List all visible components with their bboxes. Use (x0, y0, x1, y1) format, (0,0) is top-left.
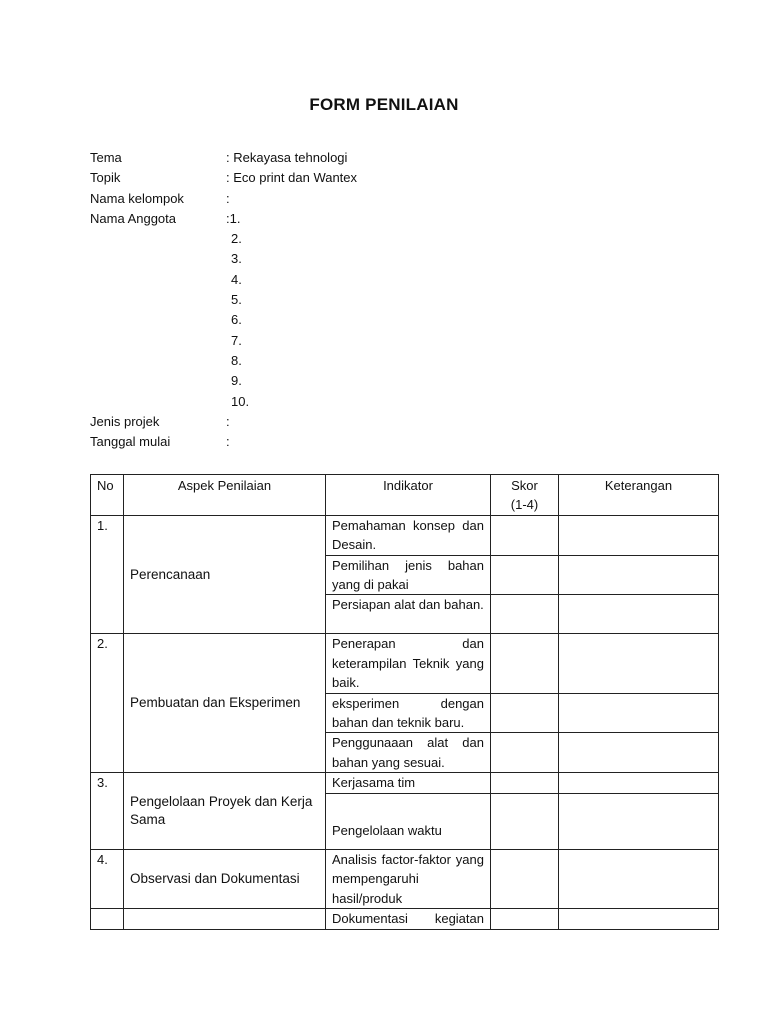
keterangan-cell[interactable] (559, 849, 719, 908)
indikator-cell: eksperimen dengan bahan dan teknik baru. (326, 693, 491, 733)
anggota-number: 9. (231, 373, 242, 389)
tanggal-label: Tanggal mulai (90, 434, 171, 450)
aspek-cell: Pembuatan dan Eksperimen (124, 634, 326, 773)
keterangan-cell[interactable] (559, 595, 719, 634)
table-header-row (91, 475, 719, 516)
kelompok-label: Nama kelompok (90, 190, 184, 206)
table-row (91, 773, 719, 793)
header-aspek: Aspek Penilaian (124, 475, 326, 516)
tema-label: Tema (90, 150, 122, 165)
aspek-cell: Pengelolaan Proyek dan Kerja Sama (124, 773, 326, 849)
keterangan-cell[interactable] (559, 909, 719, 929)
aspek-cell: Observasi dan Dokumentasi (124, 849, 326, 908)
skor-cell[interactable] (491, 693, 559, 733)
skor-cell[interactable] (491, 733, 559, 773)
kelompok-value: : (226, 190, 230, 206)
header-skor-label: Skor (511, 478, 538, 493)
keterangan-cell[interactable] (559, 793, 719, 849)
anggota-number: 7. (231, 332, 242, 348)
tema-value: : Rekayasa tehnologi (226, 150, 348, 165)
section-number-empty (91, 909, 124, 929)
skor-cell[interactable] (491, 909, 559, 929)
skor-cell[interactable] (491, 849, 559, 908)
table-row (91, 849, 719, 908)
anggota-number: 5. (231, 292, 242, 308)
indikator-cell: Penerapan dan keterampilan Teknik yang baik. (326, 634, 491, 693)
topik-label: Topik (90, 170, 121, 186)
skor-cell[interactable] (491, 773, 559, 793)
keterangan-cell[interactable] (559, 634, 719, 693)
anggota-number: 10. (231, 393, 250, 409)
header-skor (491, 475, 559, 516)
indikator-cell: Penggunaaan alat dan bahan yang sesuai. (326, 733, 491, 773)
indikator-cell: Dokumentasi kegiatan (326, 909, 491, 929)
assessment-table (90, 474, 719, 930)
section-number: 2. (91, 634, 124, 773)
keterangan-cell[interactable] (559, 555, 719, 595)
tanggal-value: : (226, 434, 230, 450)
anggota-number: 2. (231, 231, 242, 247)
header-indikator: Indikator (326, 475, 491, 516)
section-number: 1. (91, 515, 124, 634)
indikator-cell: Pemilihan jenis bahan yang di pakai (326, 555, 491, 595)
keterangan-cell[interactable] (559, 515, 719, 555)
keterangan-cell[interactable] (559, 733, 719, 773)
anggota-label: Nama Anggota (90, 210, 177, 226)
skor-cell[interactable] (491, 793, 559, 849)
indikator-cell: Analisis factor-faktor yang mempengaruhi hasil/produk (326, 849, 491, 908)
header-skor-range: (1-4) (510, 497, 539, 513)
skor-cell[interactable] (491, 555, 559, 595)
section-number: 3. (91, 773, 124, 849)
table-row (91, 634, 719, 693)
page-title: FORM PENILAIAN (309, 95, 459, 114)
indikator-cell: Persiapan alat dan bahan. (326, 595, 491, 634)
anggota-number: 4. (231, 271, 242, 287)
jenis-label: Jenis projek (90, 413, 160, 429)
table-row (91, 515, 719, 555)
skor-cell[interactable] (491, 634, 559, 693)
topik-value: : Eco print dan Wantex (226, 170, 358, 186)
anggota-number: 8. (231, 352, 242, 368)
aspek-cell: Perencanaan (124, 515, 326, 634)
aspek-cell-empty (124, 909, 326, 929)
skor-cell[interactable] (491, 515, 559, 555)
header-no: No (91, 475, 124, 516)
table-row (91, 909, 719, 929)
section-number: 4. (91, 849, 124, 908)
anggota-first-number: :1. (226, 210, 241, 226)
keterangan-cell[interactable] (559, 693, 719, 733)
indikator-cell: Pengelolaan waktu (326, 793, 491, 849)
indikator-cell: Kerjasama tim (326, 773, 491, 793)
skor-cell[interactable] (491, 595, 559, 634)
anggota-number: 6. (231, 312, 242, 328)
indikator-cell: Pemahaman konsep dan Desain. (326, 515, 491, 555)
jenis-value: : (226, 413, 230, 429)
keterangan-cell[interactable] (559, 773, 719, 793)
header-keterangan: Keterangan (559, 475, 719, 516)
anggota-number: 3. (231, 251, 242, 267)
